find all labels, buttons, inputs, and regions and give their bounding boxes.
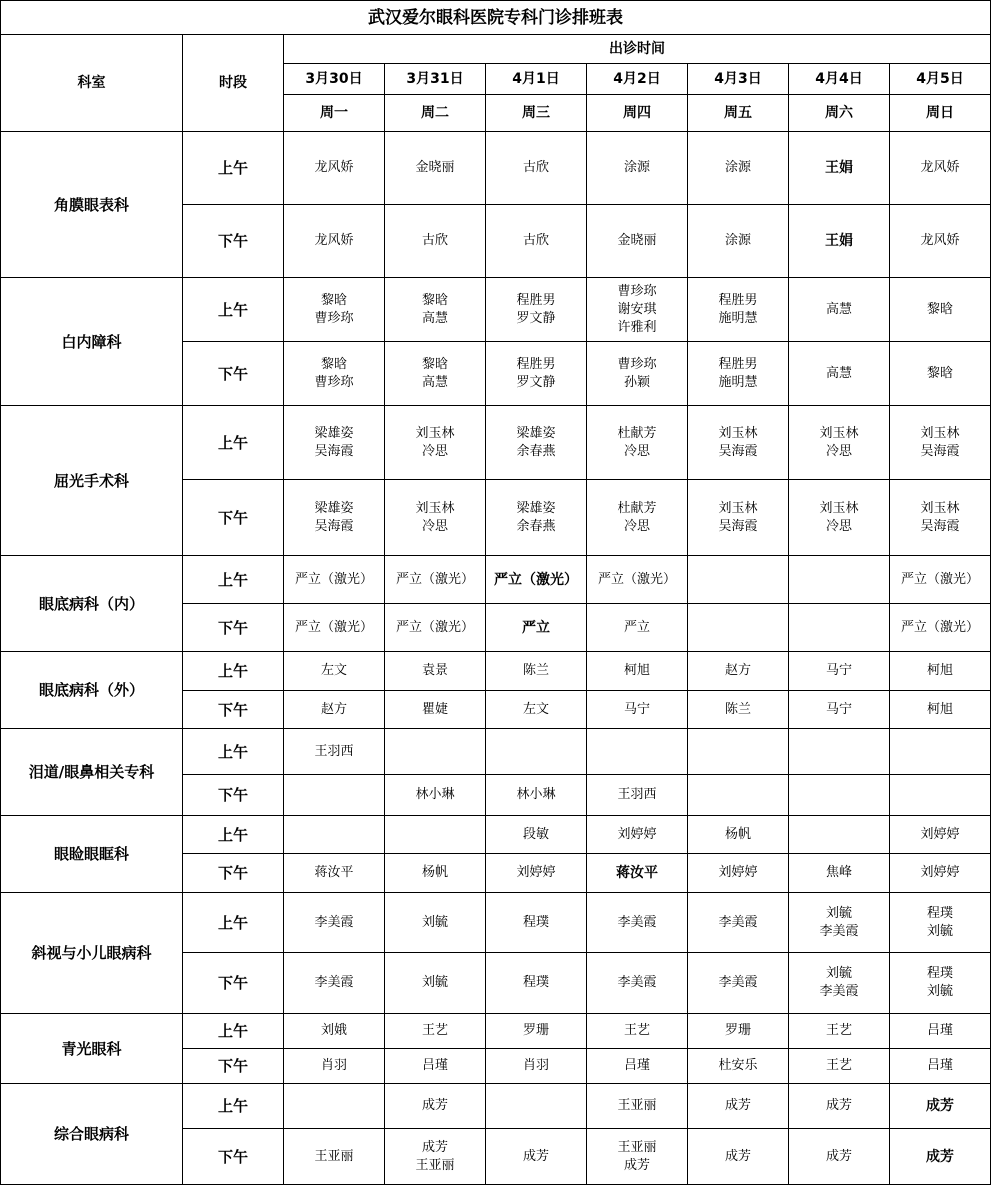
date-header: 4月1日 — [486, 64, 587, 95]
weekday-header: 周三 — [486, 95, 587, 132]
doctor-cell: 刘玉林 冷思 — [789, 480, 890, 556]
doctor-cell: 严立（激光） — [486, 556, 587, 604]
doctor-cell — [486, 729, 587, 775]
doctor-cell: 罗珊 — [486, 1014, 587, 1049]
doctor-cell: 黎晗 — [890, 278, 991, 342]
doctor-cell: 吕瑾 — [587, 1049, 688, 1084]
doctor-cell: 刘玉林 吴海霞 — [688, 480, 789, 556]
doctor-cell: 成芳 — [688, 1129, 789, 1185]
doctor-cell: 成芳 王亚丽 — [385, 1129, 486, 1185]
doctor-cell: 严立（激光） — [385, 556, 486, 604]
period-column-header: 时段 — [183, 35, 284, 132]
period-label: 下午 — [183, 1049, 284, 1084]
schedule-row — [1, 816, 991, 854]
doctor-cell: 程璞 — [486, 953, 587, 1014]
doctor-cell: 马宁 — [789, 691, 890, 729]
doctor-cell: 肖羽 — [284, 1049, 385, 1084]
period-label: 上午 — [183, 893, 284, 953]
period-label: 上午 — [183, 729, 284, 775]
doctor-cell: 焦峰 — [789, 854, 890, 893]
doctor-cell: 龙风娇 — [890, 205, 991, 278]
doctor-cell: 柯旭 — [890, 652, 991, 691]
doctor-cell: 成芳 — [789, 1084, 890, 1129]
doctor-cell: 李美霞 — [688, 953, 789, 1014]
table-title: 武汉爱尔眼科医院专科门诊排班表 — [1, 1, 991, 35]
doctor-cell: 黎晗 曹珍珎 — [284, 278, 385, 342]
doctor-cell — [789, 604, 890, 652]
date-header: 3月31日 — [385, 64, 486, 95]
doctor-cell: 成芳 — [688, 1084, 789, 1129]
doctor-cell: 杜安乐 — [688, 1049, 789, 1084]
doctor-cell: 段敏 — [486, 816, 587, 854]
doctor-cell: 杜献芳 冷思 — [587, 480, 688, 556]
doctor-cell: 黎晗 高慧 — [385, 342, 486, 406]
doctor-cell: 严立 — [486, 604, 587, 652]
doctor-cell: 刘婷婷 — [890, 854, 991, 893]
doctor-cell: 左文 — [486, 691, 587, 729]
doctor-cell: 严立（激光） — [587, 556, 688, 604]
doctor-cell: 程璞 刘毓 — [890, 893, 991, 953]
doctor-cell: 成芳 — [890, 1084, 991, 1129]
doctor-cell: 梁雄姿 余春燕 — [486, 406, 587, 480]
doctor-cell: 曹珍珎 孙颖 — [587, 342, 688, 406]
doctor-cell: 李美霞 — [284, 893, 385, 953]
doctor-cell: 古欣 — [486, 132, 587, 205]
period-label: 下午 — [183, 775, 284, 816]
doctor-cell: 马宁 — [789, 652, 890, 691]
doctor-cell — [385, 729, 486, 775]
doctor-cell: 蒋汝平 — [587, 854, 688, 893]
department-name: 眼底病科（外） — [1, 652, 183, 729]
doctor-cell — [789, 816, 890, 854]
doctor-cell: 王艺 — [587, 1014, 688, 1049]
doctor-cell — [284, 1084, 385, 1129]
doctor-cell: 梁雄姿 吴海霞 — [284, 406, 385, 480]
weekday-header: 周六 — [789, 95, 890, 132]
department-name: 角膜眼表科 — [1, 132, 183, 278]
doctor-cell: 王亚丽 — [587, 1084, 688, 1129]
date-header: 4月2日 — [587, 64, 688, 95]
doctor-cell: 刘毓 李美霞 — [789, 893, 890, 953]
doctor-cell — [688, 556, 789, 604]
period-label: 上午 — [183, 816, 284, 854]
doctor-cell: 刘婷婷 — [890, 816, 991, 854]
doctor-cell: 王羽西 — [587, 775, 688, 816]
doctor-cell: 王娟 — [789, 132, 890, 205]
weekday-header: 周一 — [284, 95, 385, 132]
period-label: 上午 — [183, 132, 284, 205]
schedule-row — [1, 556, 991, 604]
doctor-cell — [789, 775, 890, 816]
doctor-cell: 成芳 — [789, 1129, 890, 1185]
period-label: 下午 — [183, 1129, 284, 1185]
doctor-cell: 刘玉林 冷思 — [789, 406, 890, 480]
doctor-cell: 左文 — [284, 652, 385, 691]
doctor-cell: 陈兰 — [486, 652, 587, 691]
doctor-cell: 刘娥 — [284, 1014, 385, 1049]
doctor-cell: 梁雄姿 余春燕 — [486, 480, 587, 556]
doctor-cell: 肖羽 — [486, 1049, 587, 1084]
schedule-row — [1, 406, 991, 480]
weekday-header: 周五 — [688, 95, 789, 132]
schedule-row — [1, 1014, 991, 1049]
doctor-cell — [688, 604, 789, 652]
doctor-cell — [587, 729, 688, 775]
doctor-cell: 刘婷婷 — [688, 854, 789, 893]
doctor-cell: 黎晗 曹珍珎 — [284, 342, 385, 406]
doctor-cell: 王艺 — [789, 1049, 890, 1084]
doctor-cell: 高慧 — [789, 342, 890, 406]
doctor-cell — [688, 729, 789, 775]
doctor-cell: 金晓丽 — [385, 132, 486, 205]
weekday-header: 周四 — [587, 95, 688, 132]
schedule-row — [1, 132, 991, 205]
doctor-cell — [789, 729, 890, 775]
doctor-cell: 龙风娇 — [284, 205, 385, 278]
doctor-cell: 赵方 — [688, 652, 789, 691]
weekday-header: 周日 — [890, 95, 991, 132]
doctor-cell: 杨帆 — [688, 816, 789, 854]
weekday-header: 周二 — [385, 95, 486, 132]
department-name: 眼底病科（内） — [1, 556, 183, 652]
period-label: 上午 — [183, 652, 284, 691]
department-name: 眼睑眼眶科 — [1, 816, 183, 893]
doctor-cell — [284, 816, 385, 854]
doctor-cell: 赵方 — [284, 691, 385, 729]
doctor-cell: 龙风娇 — [890, 132, 991, 205]
doctor-cell: 涂源 — [688, 205, 789, 278]
doctor-cell: 高慧 — [789, 278, 890, 342]
doctor-cell: 王艺 — [385, 1014, 486, 1049]
doctor-cell — [789, 556, 890, 604]
doctor-cell — [890, 775, 991, 816]
doctor-cell: 林小琳 — [385, 775, 486, 816]
doctor-cell: 刘玉林 吴海霞 — [890, 406, 991, 480]
doctor-cell: 王艺 — [789, 1014, 890, 1049]
department-name: 斜视与小儿眼病科 — [1, 893, 183, 1014]
period-label: 上午 — [183, 556, 284, 604]
doctor-cell: 李美霞 — [587, 953, 688, 1014]
doctor-cell: 袁景 — [385, 652, 486, 691]
doctor-cell: 程璞 — [486, 893, 587, 953]
doctor-cell: 严立 — [587, 604, 688, 652]
doctor-cell: 成芳 — [385, 1084, 486, 1129]
doctor-cell: 黎晗 — [890, 342, 991, 406]
department-name: 白内障科 — [1, 278, 183, 406]
schedule-row — [1, 1084, 991, 1129]
doctor-cell: 蒋汝平 — [284, 854, 385, 893]
schedule-row — [1, 278, 991, 342]
department-name: 泪道/眼鼻相关专科 — [1, 729, 183, 816]
doctor-cell: 刘婷婷 — [587, 816, 688, 854]
department-name: 青光眼科 — [1, 1014, 183, 1084]
doctor-cell: 马宁 — [587, 691, 688, 729]
doctor-cell: 程胜男 罗文静 — [486, 278, 587, 342]
period-label: 下午 — [183, 342, 284, 406]
clinic-time-header: 出诊时间 — [284, 35, 991, 64]
period-label: 上午 — [183, 1014, 284, 1049]
doctor-cell: 严立（激光） — [284, 556, 385, 604]
doctor-cell: 柯旭 — [890, 691, 991, 729]
doctor-cell: 金晓丽 — [587, 205, 688, 278]
doctor-cell: 罗珊 — [688, 1014, 789, 1049]
doctor-cell: 吕瑾 — [890, 1049, 991, 1084]
schedule-row — [1, 729, 991, 775]
doctor-cell: 成芳 — [486, 1129, 587, 1185]
doctor-cell: 刘毓 — [385, 893, 486, 953]
doctor-cell — [385, 816, 486, 854]
doctor-cell: 曹珍珎 谢安琪 许雅利 — [587, 278, 688, 342]
doctor-cell: 王亚丽 — [284, 1129, 385, 1185]
date-header: 3月30日 — [284, 64, 385, 95]
doctor-cell: 李美霞 — [587, 893, 688, 953]
doctor-cell: 严立（激光） — [284, 604, 385, 652]
doctor-cell: 严立（激光） — [890, 604, 991, 652]
doctor-cell: 梁雄姿 吴海霞 — [284, 480, 385, 556]
doctor-cell: 刘玉林 冷思 — [385, 480, 486, 556]
doctor-cell — [486, 1084, 587, 1129]
doctor-cell — [890, 729, 991, 775]
doctor-cell: 杨帆 — [385, 854, 486, 893]
doctor-cell: 李美霞 — [688, 893, 789, 953]
doctor-cell: 涂源 — [688, 132, 789, 205]
schedule-row — [1, 652, 991, 691]
doctor-cell: 刘毓 李美霞 — [789, 953, 890, 1014]
doctor-cell: 成芳 — [890, 1129, 991, 1185]
doctor-cell: 林小琳 — [486, 775, 587, 816]
period-label: 上午 — [183, 1084, 284, 1129]
doctor-cell: 刘婷婷 — [486, 854, 587, 893]
doctor-cell: 程胜男 罗文静 — [486, 342, 587, 406]
doctor-cell — [284, 775, 385, 816]
department-column-header: 科室 — [1, 35, 183, 132]
doctor-cell — [688, 775, 789, 816]
doctor-cell: 杜献芳 冷思 — [587, 406, 688, 480]
date-header: 4月3日 — [688, 64, 789, 95]
doctor-cell: 王羽西 — [284, 729, 385, 775]
doctor-cell: 龙风娇 — [284, 132, 385, 205]
period-label: 上午 — [183, 406, 284, 480]
doctor-cell: 刘玉林 吴海霞 — [688, 406, 789, 480]
doctor-cell: 瞿婕 — [385, 691, 486, 729]
date-header: 4月4日 — [789, 64, 890, 95]
doctor-cell: 严立（激光） — [385, 604, 486, 652]
period-label: 下午 — [183, 953, 284, 1014]
doctor-cell: 吕瑾 — [890, 1014, 991, 1049]
doctor-cell: 王亚丽 成芳 — [587, 1129, 688, 1185]
doctor-cell: 刘玉林 冷思 — [385, 406, 486, 480]
period-label: 上午 — [183, 278, 284, 342]
doctor-cell: 李美霞 — [284, 953, 385, 1014]
doctor-cell: 柯旭 — [587, 652, 688, 691]
period-label: 下午 — [183, 205, 284, 278]
department-name: 综合眼病科 — [1, 1084, 183, 1185]
schedule-row — [1, 893, 991, 953]
department-name: 屈光手术科 — [1, 406, 183, 556]
period-label: 下午 — [183, 480, 284, 556]
doctor-cell: 严立（激光） — [890, 556, 991, 604]
date-header: 4月5日 — [890, 64, 991, 95]
doctor-cell: 刘玉林 吴海霞 — [890, 480, 991, 556]
doctor-cell: 古欣 — [385, 205, 486, 278]
doctor-cell: 刘毓 — [385, 953, 486, 1014]
doctor-cell: 程胜男 施明慧 — [688, 342, 789, 406]
doctor-cell: 程璞 刘毓 — [890, 953, 991, 1014]
period-label: 下午 — [183, 854, 284, 893]
period-label: 下午 — [183, 604, 284, 652]
doctor-cell: 陈兰 — [688, 691, 789, 729]
doctor-cell: 古欣 — [486, 205, 587, 278]
doctor-cell: 程胜男 施明慧 — [688, 278, 789, 342]
period-label: 下午 — [183, 691, 284, 729]
doctor-cell: 吕瑾 — [385, 1049, 486, 1084]
doctor-cell: 王娟 — [789, 205, 890, 278]
doctor-cell: 黎晗 高慧 — [385, 278, 486, 342]
doctor-cell: 涂源 — [587, 132, 688, 205]
